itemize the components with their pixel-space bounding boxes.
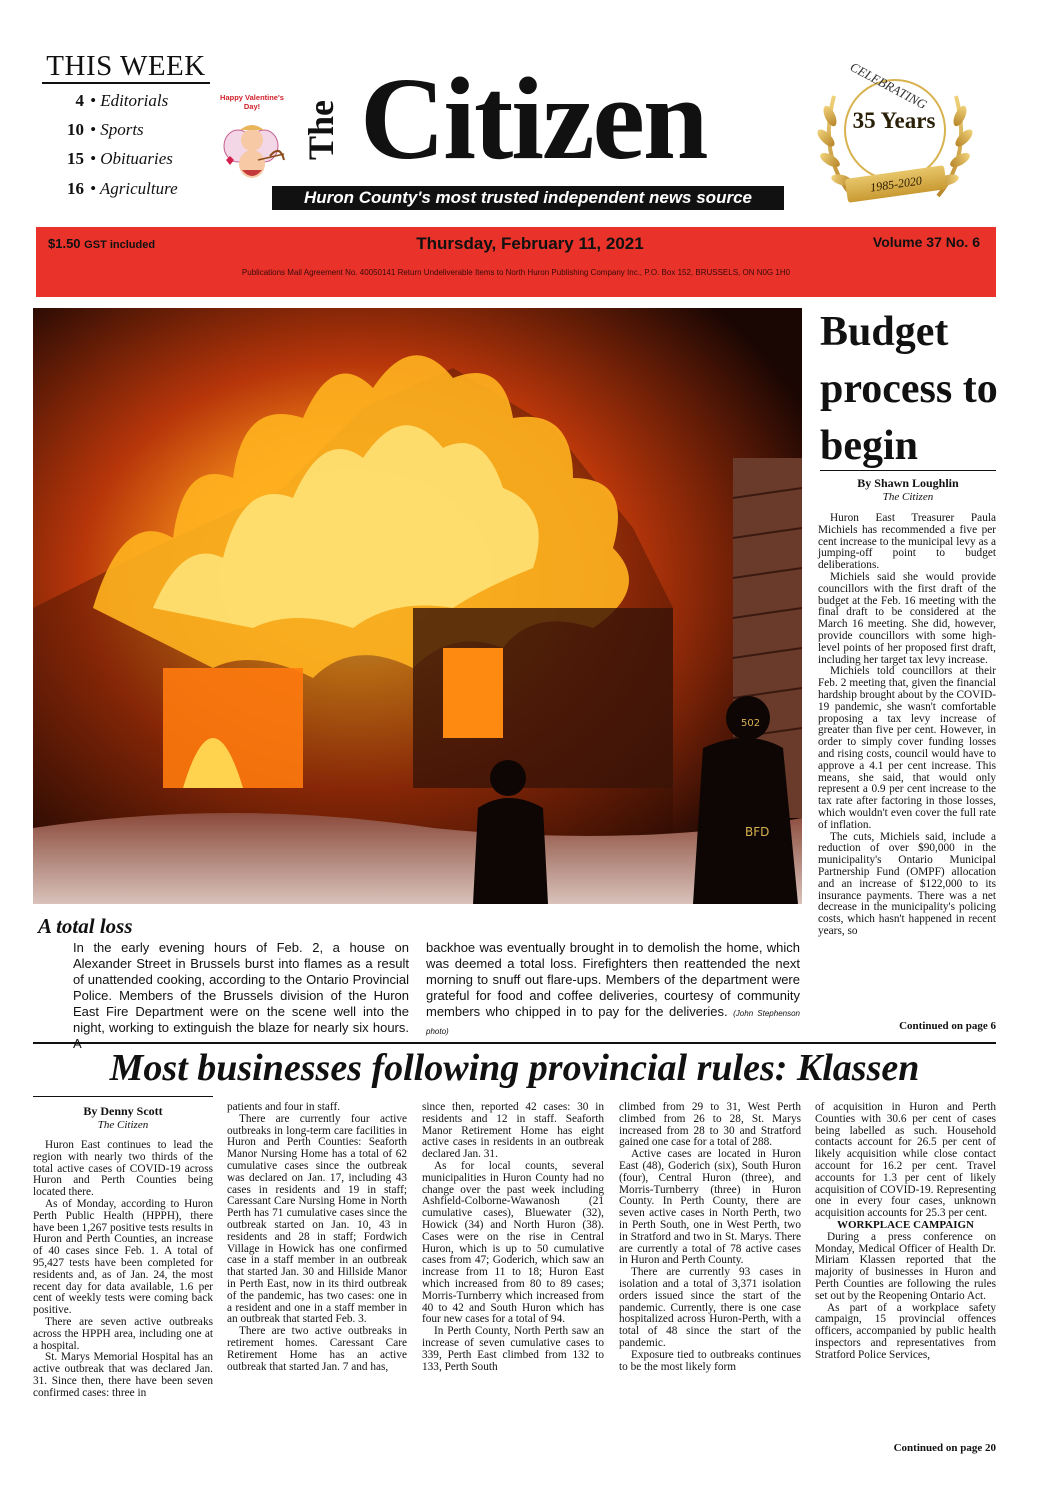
seal-years: 35 Years [852, 108, 936, 133]
price-label [48, 236, 155, 251]
budget-paragraph: Huron East Treasurer Paula Michiels has recommended a five per cent increase to the municipal levy as a jumping-off point to budget deliberations. [818, 512, 996, 572]
this-week-item[interactable]: 10 • Sports [56, 120, 144, 140]
covid-paragraph: climbed from 29 to 31, West Perth climbed from 26 to 28, St. Marys increased from 28 to 30 and Stratford gained one case for a total of 288. [619, 1101, 801, 1149]
masthead-title: Citizen [360, 53, 707, 184]
photo-caption-col1: In the early evening hours of Feb. 2, a house on Alexander Street in Brussels burst into flames as a result of unattended cooking, according to the Ontario Provincial Police. Members of the Brussels division of the Huron East Fire Department were on the scene well into the night, working to extinguish the blaze for nearly six hours. [73, 940, 409, 1035]
covid-column-1 [33, 1140, 213, 1400]
covid-paragraph: St. Marys Memorial Hospital has an active outbreak that was declared Jan. 31. Since then, there have been seven confirmed cases: three in [33, 1351, 213, 1399]
budget-paragraph: Michiels told councillors at their Feb. 2 meeting that, given the financial hardship brought about by the COVID-19 pandemic, she wasn't comfortable proposing a tax levy increase of greater than five per cent. However, in order to simply cover funding losses and rising costs, council would have to approve a 4.1 per cent increase. This means, she said, that would only represent a 0.9 per cent increase to the tax rate after factoring in those losses, which wouldn't even cover the full rate of inflation. [818, 665, 996, 831]
this-week-label: Sports [100, 120, 144, 139]
cupid-icon [218, 116, 288, 188]
this-week-item[interactable]: 15 • Obituaries [56, 149, 173, 169]
budget-byline: By Shawn Loughlin [857, 476, 959, 490]
covid-paragraph: There are two active outbreaks in retirement homes. Caressant Care Retirement Home has an active outbreak that started Jan. 7 and has, [227, 1325, 407, 1373]
workplace-subhead: WORKPLACE CAMPAIGN [837, 1218, 974, 1231]
this-week-item[interactable]: 4 • Editorials [56, 91, 168, 111]
covid-headline[interactable]: Most businesses following provincial rules: Klassen [109, 1047, 920, 1089]
caption-text: backhoe was eventually brought in to demolish the home, which was deemed a total loss. Firefighters then reattended the next morning to snuff out flare-ups. Members of the department were grateful for food and coffee deliveries, courtesy of community members who chipped in to pay for the deliveries. [426, 940, 800, 1019]
valentine-greeting: Happy Valentine's Day! [220, 93, 284, 111]
photo-credit: (John Stephenson photo) [426, 1009, 800, 1036]
this-week-page: 15 [67, 149, 84, 168]
photo-caption-col2 [426, 940, 800, 1040]
covid-column-2 [227, 1102, 407, 1373]
issue-date: Thursday, February 11, 2021 [416, 234, 644, 253]
masthead-the: The [301, 99, 341, 160]
masthead-tagline: Huron County's most trusted independent news source [272, 186, 784, 210]
covid-column-4 [619, 1102, 801, 1373]
covid-paragraph: As of Monday, according to Huron Perth Public Health (HPPH), there have been 1,267 positive tests results in Huron and Perth Counties, an increase of 40 cases since Feb. 1. A total of 95,427 tests have been completed for residents and, as of Jan. 24, the most recent day for data available, 1.6 per cent of weekly tests were coming back positive. [33, 1197, 213, 1317]
this-week-label: Obituaries [100, 149, 173, 168]
covid-paragraph: As for local counts, several municipalities in Huron County had no change over the past week including Ashfield-Colborne-Wawanosh (21 cumulative cases), Bluewater (32), Howick (34) and North Huron (38). Cases were on the rise in Central Huron, which is up to 50 cumulative cases from 47; Goderich, which saw an increase from 11 to 18; Huron East which increased from 80 to 89 cases; Morris-Turnberry which increased from 40 to 42 and South Huron which has four new cases for a total of 94. [422, 1159, 604, 1326]
this-week-label: Editorials [100, 91, 169, 110]
budget-paragraph: The cuts, Michiels said, include a reduction of over $90,000 in the municipality's Ontario Municipal Partnership Fund (OMPF) allocation and an increase of $122,000 to its insurance payments. There was a net decrease in the municipality's policing costs, which hasn't happened in recent years, so [818, 830, 996, 937]
this-week-rule [42, 82, 210, 84]
covid-paragraph: since then, reported 42 cases: 30 in residents and 12 in staff. Seaforth Manor Retirement Home has eight active cases in residents in an outbreak declared Jan. 31. [422, 1101, 604, 1161]
covid-byline-sub: The Citizen [97, 1119, 149, 1131]
covid-column-3 [422, 1102, 604, 1373]
budget-headline-rule [820, 470, 996, 471]
covid-byline: By Denny Scott [83, 1104, 163, 1118]
covid-paragraph: In Perth County, North Perth saw an increase of seven cumulative cases to 339, Perth East climbed from 132 to 133, Perth South [422, 1325, 604, 1373]
covid-paragraph: patients and four in staff. [227, 1101, 341, 1113]
section-rule [33, 1042, 996, 1044]
covid-paragraph: of acquisition in Huron and Perth Counties with 30.6 per cent of cases being labelled as such. Household contacts account for 26.5 per cent of likely acquisition while close contact account for 16.2 per cent. Travel accounts for 1.3 per cent of likely acquisition of COVID-19. Representing one in every four cases, unknown acquisition accounts for 25.3 per cent. [815, 1101, 996, 1220]
issue-volume: Volume 37 No. 6 [872, 234, 980, 250]
covid-byline-rule [33, 1096, 213, 1097]
budget-byline-sub: The Citizen [882, 491, 934, 503]
photo-caption-head: A total loss [38, 914, 133, 938]
covid-column-5 [815, 1102, 996, 1362]
budget-continued-link[interactable]: Continued on page 6 [899, 1020, 996, 1032]
price-value: $1.50 [48, 236, 81, 251]
seal-celebrating: CELEBRATING [847, 59, 930, 113]
mail-agreement: Publications Mail Agreement No. 40050141 Return Undeliverable Items to North Huron Publishing Company Inc., P.O. Box 152, BRUSSELS, ON N0G 1H0 [241, 268, 791, 277]
budget-body [818, 513, 996, 938]
covid-paragraph: During a press conference on Monday, Medical Officer of Health Dr. Miriam Klassen reported that the majority of businesses in Huron and Perth Counties are following the rules set out by the Reopening Ontario Act. [815, 1230, 996, 1302]
covid-paragraph: As part of a workplace safety campaign, 15 provincial offences officers, accompanied by public health inspectors and representatives from Stratford Police Services, [815, 1301, 996, 1361]
coat-letters: BFD [745, 825, 770, 839]
covid-continued-link[interactable]: Continued on page 20 [893, 1442, 996, 1454]
this-week-item[interactable]: 16 • Agriculture [56, 179, 178, 199]
house-fire-photo[interactable] [33, 308, 802, 904]
this-week-title: THIS WEEK [46, 50, 206, 82]
budget-paragraph: Michiels said she would provide councillors with the first draft of the budget at the Feb. 16 meeting with the final draft to be considered at the March 16 meeting. She did, however, provide councillors with some high-level points of her proposed first draft, including her target tax levy increase. [818, 570, 996, 666]
this-week-label: Agriculture [99, 179, 178, 198]
this-week-page: 16 [67, 179, 84, 198]
covid-paragraph: There are currently four active outbreaks in long-term care facilities in Huron and Perth Counties: Seaforth Manor Nursing Home has a total of 62 cumulative cases since the outbreak was declared on Jan. 17, including 43 cases in residents and 19 in staff; Caressant Care Nursing Home in North Perth has 71 cumulative cases since the outbreak started on Jan. 10, 43 in residents and 28 in staff; Fordwich Village in Howick has one confirmed case in a staff member in an outbreak that started Jan. 30 and Hillside Manor in Perth East, now in its third outbreak of the pandemic, has two cases: one in a resident and one in a staff member in an outbreak that started Feb. 3. [227, 1112, 407, 1326]
helmet-number: 502 [741, 718, 761, 729]
covid-paragraph: There are seven active outbreaks across the HPPH area, including one at a hospital. [33, 1315, 213, 1352]
covid-paragraph: There are currently 93 cases in isolation and a total of 3,371 isolation orders issued since the start of the pandemic. Currently, there is one case hospitalized across Huron-Perth, with a total of 48 since the start of the pandemic. [619, 1266, 801, 1349]
fire-scene-illustration [33, 308, 802, 904]
budget-headline[interactable]: Budget process to begin [820, 309, 998, 469]
seal-date-ribbon: 1985-2020 [845, 165, 947, 203]
price-note: GST included [84, 239, 156, 251]
this-week-page: 4 [75, 91, 84, 110]
covid-paragraph: Active cases are located in Huron East (48), Goderich (six), South Huron (four), Central Huron (three), and Morris-Turnberry (three) in Huron County. In Perth County, there are seven active cases in North Perth, two in Perth South, one in West Perth, two in Stratford and two in St. Marys. There are currently a total of 78 active cases in Huron and Perth County. [619, 1148, 801, 1267]
this-week-page: 10 [67, 120, 84, 139]
covid-paragraph: Huron East continues to lead the region with nearly two thirds of the total active cases of COVID-19 across Huron and Perth Counties being located there. [33, 1139, 213, 1199]
covid-paragraph: Exposure tied to outbreaks continues to be the most likely form [619, 1348, 801, 1373]
